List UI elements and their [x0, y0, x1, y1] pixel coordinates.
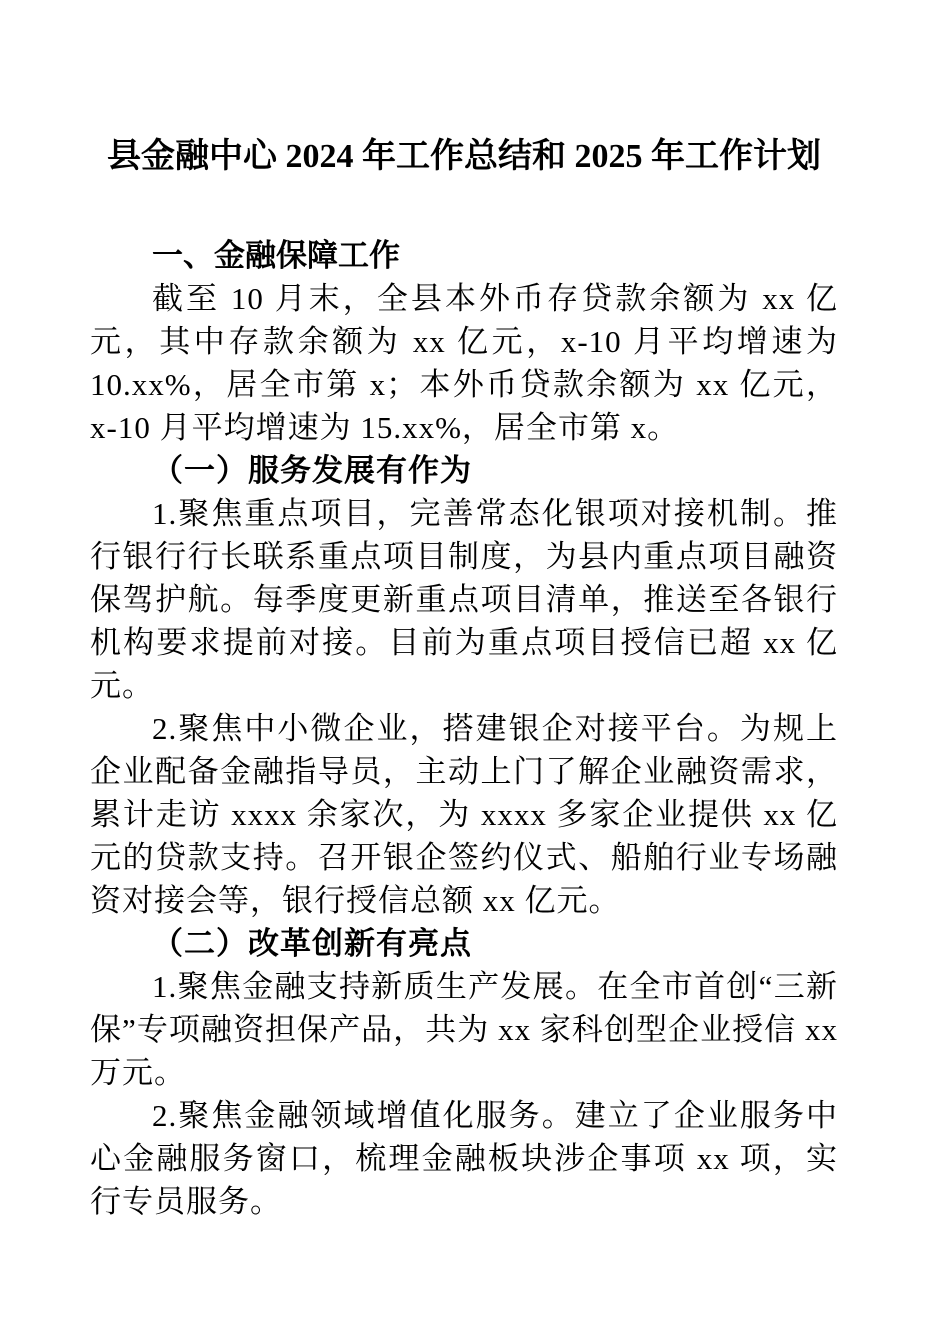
paragraph-overview-deposits-loans: 截至 10 月末，全县本外币存贷款余额为 xx 亿元，其中存款余额为 xx 亿元，x-10 月平均增速为 10.xx%，居全市第 x；本外币贷款余额为 xx 亿元，x-10 月平均增速为 15.xx%，居全市第 x。: [90, 281, 838, 445]
document-title: 县金融中心 2024 年工作总结和 2025 年工作计划: [107, 138, 821, 175]
paragraph-small-medium-enterprises: 2.聚焦中小微企业，搭建银企对接平台。为规上企业配备金融指导员，主动上门了解企业融资需求，累计走访 xxxx 余家次，为 xxxx 多家企业提供 xx 亿元的贷款支持。召开银企签约仪式、船舶行业专场融资对接会等，银行授信总额 xx 亿元。: [90, 711, 838, 918]
subsection-heading-service-development: （一）服务发展有作为: [152, 453, 472, 488]
section-heading-financial-support: 一、金融保障工作: [152, 238, 400, 273]
paragraph-value-added-services: 2.聚焦金融领域增值化服务。建立了企业服务中心金融服务窗口，梳理金融板块涉企事项 xx 项，实行专员服务。: [90, 1098, 838, 1219]
paragraph-new-productive-forces: 1.聚焦金融支持新质生产发展。在全市首创“三新保”专项融资担保产品，共为 xx 家科创型企业授信 xx 万元。: [90, 969, 838, 1090]
paragraph-key-projects: 1.聚焦重点项目，完善常态化银项对接机制。推行银行行长联系重点项目制度，为县内重点项目融资保驾护航。每季度更新重点项目清单，推送至各银行机构要求提前对接。目前为重点项目授信已超 xx 亿元。: [90, 496, 838, 703]
subsection-heading-reform-innovation: （二）改革创新有亮点: [152, 926, 472, 961]
